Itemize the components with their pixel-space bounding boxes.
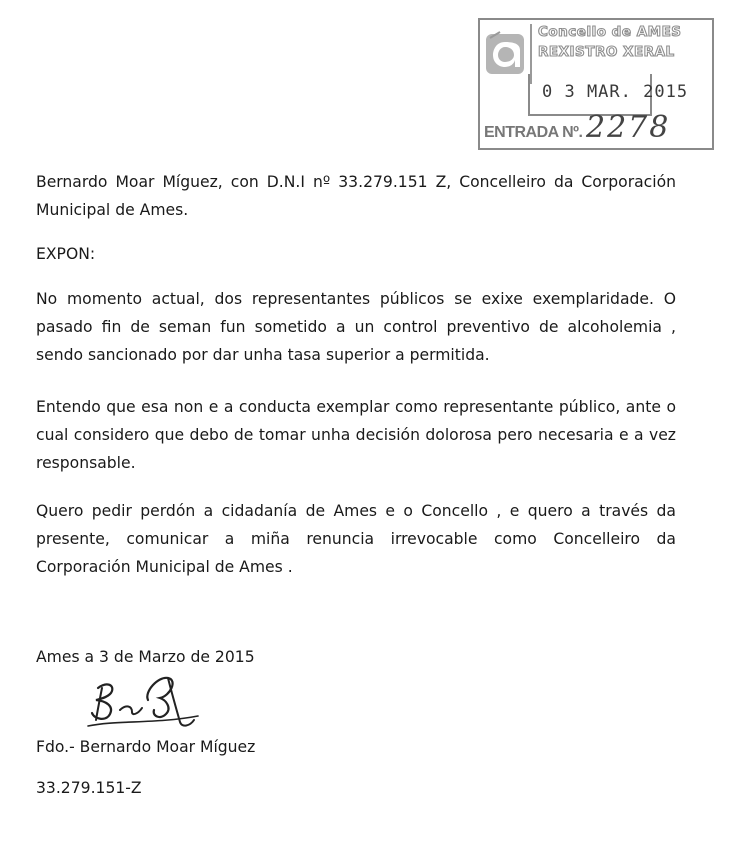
letter-paragraph-1: No momento actual, dos representantes públicos se exixe exemplaridade. O pasado fin de seman fun sometido a un control preventivo de alcoholemia , sendo sancionado por dar unha tasa superior a permitida.: [36, 290, 676, 364]
letter-intro: Bernardo Moar Míguez, con D.N.I nº 33.279.151 Z, Concelleiro da Corporación Municipal de Ames.: [36, 173, 676, 219]
stamp-entry-label: ENTRADA Nº.: [484, 124, 583, 141]
signature-icon: [86, 664, 206, 734]
registry-stamp: [478, 18, 714, 150]
concello-logo-icon: [484, 28, 528, 80]
letter-paragraph-3: Quero pedir perdón a cidadanía de Ames e o Concello , e quero a través da presente, comunicar a miña renuncia irrevocable como Concelleiro da Corporación Municipal de Ames .: [36, 502, 676, 576]
stamp-registry-name: REXISTRO XERAL: [538, 44, 675, 60]
stamp-org-name: Concello de AMES: [538, 24, 682, 40]
letter-place-date: Ames a 3 de Marzo de 2015: [36, 648, 255, 666]
letter-signed-by: Fdo.- Bernardo Moar Míguez: [36, 738, 256, 756]
letter-dni: 33.279.151-Z: [36, 779, 142, 797]
stamp-entry-number: 2278: [586, 110, 671, 145]
letter-paragraph-2: Entendo que esa non e a conducta exemplar como representante público, ante o cual considero que debo de tomar unha decisión dolorosa pero necesaria e a vez responsable.: [36, 398, 676, 472]
stamp-date: 0 3 MAR. 2015: [542, 82, 689, 102]
letter-heading: EXPON:: [36, 245, 96, 263]
